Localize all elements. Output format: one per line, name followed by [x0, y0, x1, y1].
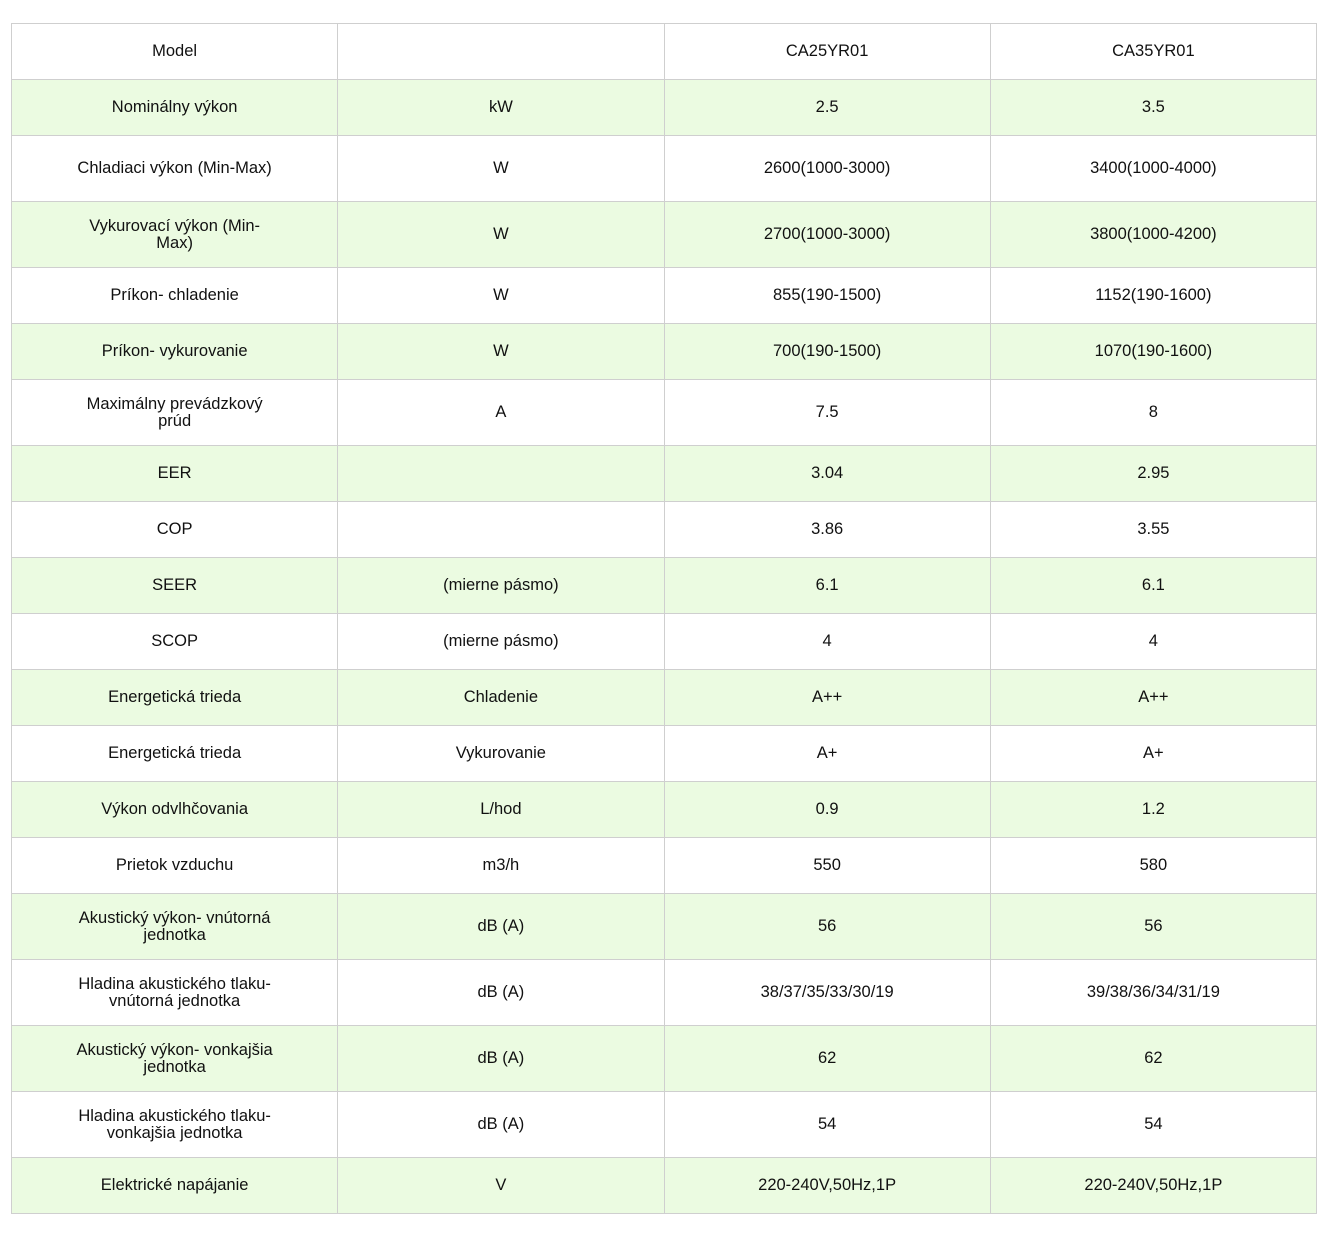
- table-row: [12, 1158, 1317, 1214]
- row-unit: [338, 446, 664, 502]
- table-row: [12, 670, 1317, 726]
- table-row: [12, 894, 1317, 960]
- row-value-b: 54: [990, 1092, 1316, 1158]
- row-label: Elektrické napájanie: [12, 1158, 338, 1214]
- row-value-b: 220-240V,50Hz,1P: [990, 1158, 1316, 1214]
- row-value-b: A+: [990, 726, 1316, 782]
- row-label: Chladiaci výkon (Min-Max): [12, 136, 338, 202]
- row-unit: W: [338, 202, 664, 268]
- row-label: EER: [12, 446, 338, 502]
- row-label: Akustický výkon- vonkajšia jednotka: [12, 1026, 338, 1092]
- row-unit: dB (A): [338, 1092, 664, 1158]
- row-unit: L/hod: [338, 782, 664, 838]
- row-unit: Vykurovanie: [338, 726, 664, 782]
- row-label: Príkon- vykurovanie: [12, 324, 338, 380]
- row-label: SEER: [12, 558, 338, 614]
- row-value-b: 3400(1000-4000): [990, 136, 1316, 202]
- table-row: [12, 202, 1317, 268]
- row-unit: dB (A): [338, 960, 664, 1026]
- row-unit: (mierne pásmo): [338, 614, 664, 670]
- row-value-b: 1070(190-1600): [990, 324, 1316, 380]
- row-value-b: 6.1: [990, 558, 1316, 614]
- row-value-a: 0.9: [664, 782, 990, 838]
- row-label: Prietok vzduchu: [12, 838, 338, 894]
- row-label: SCOP: [12, 614, 338, 670]
- spec-table: [11, 23, 1317, 1214]
- table-row: [12, 136, 1317, 202]
- row-label: Maximálny prevádzkový prúd: [12, 380, 338, 446]
- table-row: [12, 80, 1317, 136]
- row-value-a: 700(190-1500): [664, 324, 990, 380]
- row-label: Energetická trieda: [12, 670, 338, 726]
- row-unit: V: [338, 1158, 664, 1214]
- row-value-b: 4: [990, 614, 1316, 670]
- row-unit: kW: [338, 80, 664, 136]
- table-row: [12, 1092, 1317, 1158]
- row-value-b: 3800(1000-4200): [990, 202, 1316, 268]
- row-value-a: 550: [664, 838, 990, 894]
- header-cell-model-b: CA35YR01: [990, 24, 1316, 80]
- row-unit: W: [338, 324, 664, 380]
- row-value-a: 38/37/35/33/30/19: [664, 960, 990, 1026]
- row-unit: dB (A): [338, 1026, 664, 1092]
- table-row: [12, 502, 1317, 558]
- row-label: Hladina akustického tlaku- vonkajšia jednotka: [12, 1092, 338, 1158]
- row-value-b: 62: [990, 1026, 1316, 1092]
- row-label: COP: [12, 502, 338, 558]
- row-value-b: 2.95: [990, 446, 1316, 502]
- table-row: [12, 558, 1317, 614]
- row-value-b: 1152(190-1600): [990, 268, 1316, 324]
- row-unit: A: [338, 380, 664, 446]
- row-unit: W: [338, 268, 664, 324]
- row-value-a: 3.04: [664, 446, 990, 502]
- row-value-a: A+: [664, 726, 990, 782]
- row-label: Nominálny výkon: [12, 80, 338, 136]
- spec-table-container: [11, 23, 1316, 1214]
- row-label: Energetická trieda: [12, 726, 338, 782]
- row-value-a: 2700(1000-3000): [664, 202, 990, 268]
- header-cell-model-a: CA25YR01: [664, 24, 990, 80]
- row-value-b: 56: [990, 894, 1316, 960]
- row-label: Vykurovací výkon (Min-Max): [12, 202, 338, 268]
- row-unit: W: [338, 136, 664, 202]
- row-unit: dB (A): [338, 894, 664, 960]
- table-row: [12, 838, 1317, 894]
- row-label: Výkon odvlhčovania: [12, 782, 338, 838]
- header-cell-model: Model: [12, 24, 338, 80]
- row-value-b: 39/38/36/34/31/19: [990, 960, 1316, 1026]
- row-value-b: 1.2: [990, 782, 1316, 838]
- row-unit: m3/h: [338, 838, 664, 894]
- row-value-a: 56: [664, 894, 990, 960]
- row-value-b: 3.5: [990, 80, 1316, 136]
- table-row: [12, 324, 1317, 380]
- table-row: [12, 268, 1317, 324]
- table-row: [12, 380, 1317, 446]
- table-header-row: [12, 24, 1317, 80]
- header-cell-unit: [338, 24, 664, 80]
- row-value-a: 855(190-1500): [664, 268, 990, 324]
- row-value-a: 220-240V,50Hz,1P: [664, 1158, 990, 1214]
- row-unit: Chladenie: [338, 670, 664, 726]
- row-value-a: 2.5: [664, 80, 990, 136]
- table-row: [12, 614, 1317, 670]
- row-value-a: 2600(1000-3000): [664, 136, 990, 202]
- table-row: [12, 782, 1317, 838]
- row-unit: [338, 502, 664, 558]
- row-label: Akustický výkon- vnútorná jednotka: [12, 894, 338, 960]
- row-unit: (mierne pásmo): [338, 558, 664, 614]
- row-value-a: 6.1: [664, 558, 990, 614]
- table-row: [12, 726, 1317, 782]
- row-value-a: 7.5: [664, 380, 990, 446]
- row-value-b: 3.55: [990, 502, 1316, 558]
- row-value-a: 4: [664, 614, 990, 670]
- table-row: [12, 1026, 1317, 1092]
- row-label: Hladina akustického tlaku- vnútorná jednotka: [12, 960, 338, 1026]
- row-value-b: A++: [990, 670, 1316, 726]
- table-row: [12, 446, 1317, 502]
- table-row: [12, 960, 1317, 1026]
- row-value-a: 3.86: [664, 502, 990, 558]
- row-value-b: 8: [990, 380, 1316, 446]
- row-value-b: 580: [990, 838, 1316, 894]
- row-value-a: 62: [664, 1026, 990, 1092]
- row-label: Príkon- chladenie: [12, 268, 338, 324]
- row-value-a: A++: [664, 670, 990, 726]
- row-value-a: 54: [664, 1092, 990, 1158]
